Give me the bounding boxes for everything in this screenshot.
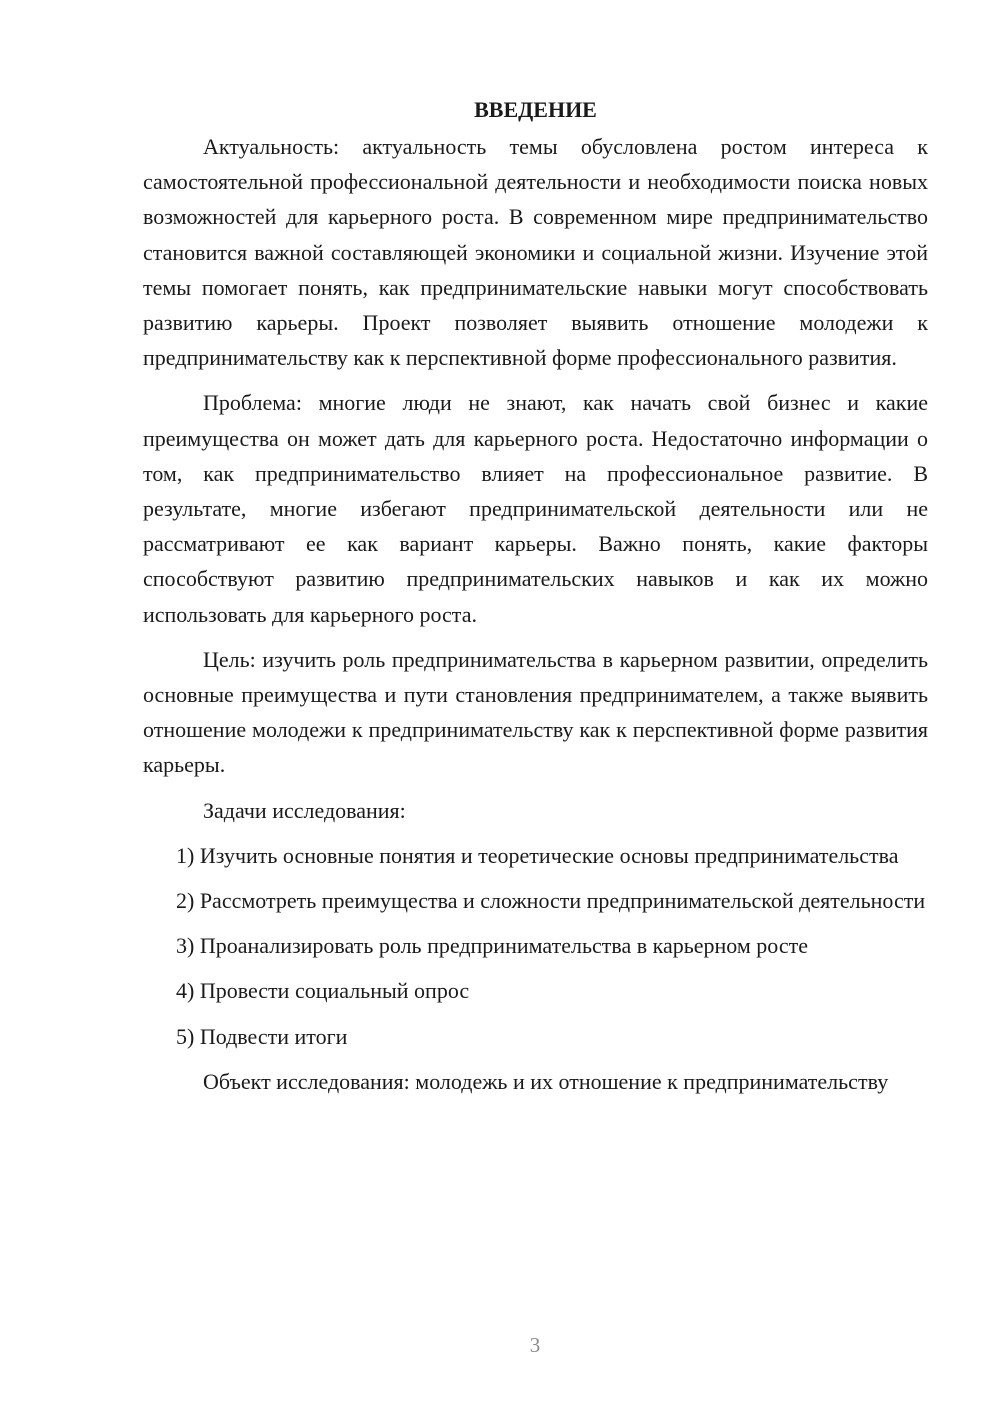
task-item: 5) Подвести итоги — [176, 1023, 348, 1049]
page-number: 3 — [529, 1333, 541, 1357]
tasks-intro: Задачи исследования: — [203, 797, 406, 823]
task-item: 2) Рассмотреть преимущества и сложности предпринимательской деятельности — [176, 888, 926, 914]
page-content — [143, 92, 928, 1109]
relevance-paragraph: Актуальность: актуальность темы обусловлена ростом интереса к самостоятельной профессиональной деятельности и необходимости поиска новых возможностей для карьерного роста. В современном мире предпринимательство становится важной составляющей экономики и социальной жизни. Изучение этой темы помогает понять, как предпринимательские навыки могут способствовать развитию карьеры. Проект позволяет выявить отношение молодежи к предпринимательству как к перспективной форме профессионального развития. — [143, 134, 928, 371]
section-heading: ВВЕДЕНИЕ — [474, 97, 597, 122]
object-paragraph: Объект исследования: молодежь и их отношение к предпринимательству — [203, 1068, 889, 1094]
goal-paragraph: Цель: изучить роль предпринимательства в карьерном развитии, определить основные преимущества и пути становления предпринимателем, а также выявить отношение молодежи к предпринимательству как к перспективной форме развития карьеры. — [143, 646, 928, 778]
problem-paragraph: Проблема: многие люди не знают, как начать свой бизнес и какие преимущества он может дать для карьерного роста. Недостаточно информации о том, как предпринимательство влияет на профессиональное развитие. В результате, многие избегают предпринимательской деятельности или не рассматривают ее как вариант карьеры. Важно понять, какие факторы способствуют развитию предпринимательских навыков и как их можно использовать для карьерного роста. — [143, 390, 928, 627]
task-item: 1) Изучить основные понятия и теоретические основы предпринимательства — [176, 842, 899, 868]
task-item: 4) Провести социальный опрос — [176, 978, 470, 1004]
task-item: 3) Проанализировать роль предпринимательства в карьерном росте — [176, 933, 808, 959]
